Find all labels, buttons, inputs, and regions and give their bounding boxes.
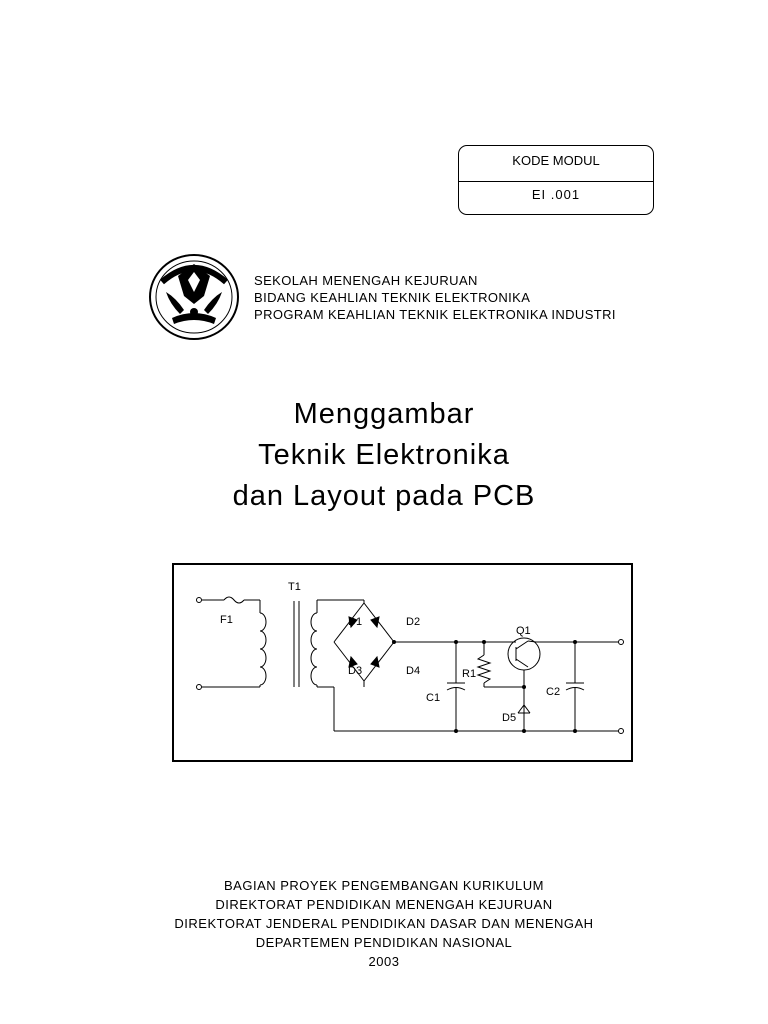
label-d4: D4 <box>406 665 421 677</box>
kode-modul-label: KODE MODUL <box>459 146 653 182</box>
label-d5: D5 <box>502 712 517 724</box>
document-title <box>0 394 768 517</box>
label-f1: F1 <box>220 614 233 626</box>
title-line: Menggambar <box>293 398 475 430</box>
publisher-line: DIREKTORAT PENDIDIKAN MENENGAH KEJURUAN <box>215 897 553 912</box>
title-line: Teknik Elektronika <box>258 439 510 471</box>
kode-modul-box <box>458 145 654 215</box>
publisher-block <box>0 876 768 971</box>
title-line: dan Layout pada PCB <box>232 480 536 512</box>
school-line: BIDANG KEAHLIAN TEKNIK ELEKTRONIKA <box>254 290 531 305</box>
kode-modul-value: EI .001 <box>531 187 581 202</box>
school-program-block <box>254 272 616 323</box>
label-q1: Q1 <box>516 625 531 637</box>
publication-year: 2003 <box>368 954 400 969</box>
label-t1: T1 <box>288 581 301 593</box>
school-line: PROGRAM KEAHLIAN TEKNIK ELEKTRONIKA INDUSTRI <box>254 307 616 322</box>
publisher-line: DIREKTORAT JENDERAL PENDIDIKAN DASAR DAN MENENGAH <box>174 916 594 931</box>
label-d2: D2 <box>406 616 421 628</box>
label-r1: R1 <box>462 668 477 680</box>
power-supply-circuit-diagram <box>172 563 633 762</box>
publisher-line: BAGIAN PROYEK PENGEMBANGAN KURIKULUM <box>224 878 544 893</box>
publisher-line: DEPARTEMEN PENDIDIKAN NASIONAL <box>255 935 513 950</box>
ministry-logo <box>148 252 240 342</box>
label-c1: C1 <box>426 692 441 704</box>
label-d1: D1 <box>348 616 363 628</box>
label-d3: D3 <box>348 665 363 677</box>
school-line: SEKOLAH MENENGAH KEJURUAN <box>254 273 478 288</box>
label-c2: C2 <box>546 686 561 698</box>
